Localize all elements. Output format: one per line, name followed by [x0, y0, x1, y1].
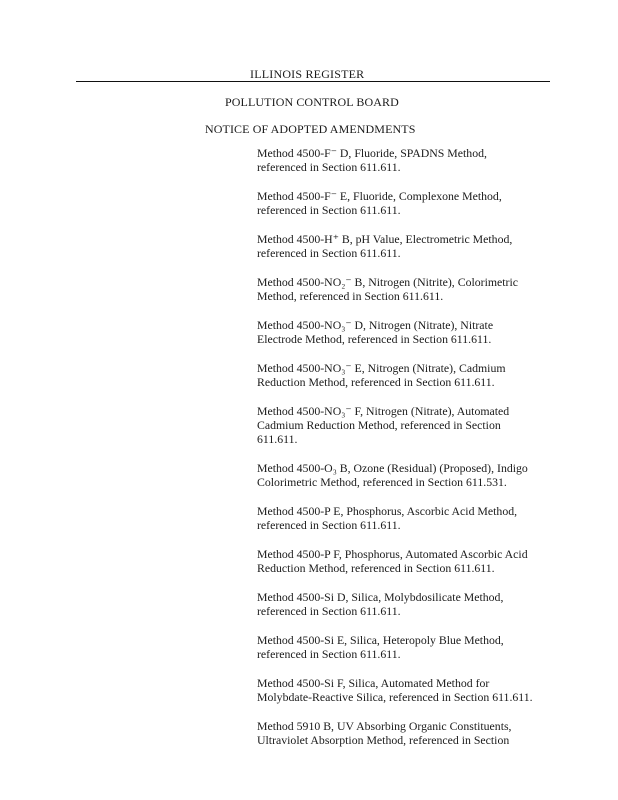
entry-line: Molybdate-Reactive Silica, referenced in Section 611.611.: [257, 690, 533, 704]
entry-line: Method 4500-O₃ B, Ozone (Residual) (Proposed), Indigo: [257, 461, 528, 475]
entry-line: Reduction Method, referenced in Section 611.611.: [257, 375, 495, 389]
list-item: [257, 504, 557, 532]
entry-line: Method 4500-NO₃⁻ D, Nitrogen (Nitrate), Nitrate: [257, 318, 494, 332]
list-item: [257, 461, 557, 489]
list-item: [257, 232, 557, 260]
entry-line: Ultraviolet Absorption Method, referenced in Section: [257, 733, 510, 747]
list-item: [257, 590, 557, 618]
notice-title: NOTICE OF ADOPTED AMENDMENTS: [205, 122, 416, 136]
entry-line: Method 4500-P F, Phosphorus, Automated Ascorbic Acid: [257, 547, 528, 561]
page-title: ILLINOIS REGISTER: [250, 67, 365, 81]
list-item: [257, 318, 557, 346]
entry-line: Method 4500-Si D, Silica, Molybdosilicate Method,: [257, 590, 504, 604]
entry-line: Method 4500-NO₂⁻ B, Nitrogen (Nitrite), Colorimetric: [257, 275, 518, 289]
entry-line: referenced in Section 611.611.: [257, 518, 401, 532]
entry-line: 611.611.: [257, 432, 298, 446]
list-item: [257, 361, 557, 389]
list-item: [257, 676, 557, 704]
entry-line: Method 4500-P E, Phosphorus, Ascorbic Acid Method,: [257, 504, 518, 518]
entry-line: Electrode Method, referenced in Section 611.611.: [257, 332, 492, 346]
entry-line: Method 4500-NO₃⁻ F, Nitrogen (Nitrate), Automated: [257, 404, 510, 418]
list-item: [257, 189, 557, 217]
entry-line: Method 4500-H⁺ B, pH Value, Electrometric Method,: [257, 232, 513, 246]
entry-line: referenced in Section 611.611.: [257, 647, 401, 661]
list-item: [257, 547, 557, 575]
entry-line: Method 4500-NO₃⁻ E, Nitrogen (Nitrate), Cadmium: [257, 361, 506, 375]
entry-line: Method, referenced in Section 611.611.: [257, 289, 444, 303]
entry-line: referenced in Section 611.611.: [257, 604, 401, 618]
entry-line: Method 4500-F⁻ E, Fluoride, Complexone Method,: [257, 189, 502, 203]
method-list: [257, 146, 557, 762]
list-item: [257, 633, 557, 661]
entry-line: referenced in Section 611.611.: [257, 160, 401, 174]
list-item: [257, 275, 557, 303]
entry-line: Method 4500-F⁻ D, Fluoride, SPADNS Method,: [257, 146, 487, 160]
entry-line: referenced in Section 611.611.: [257, 203, 401, 217]
list-item: [257, 719, 557, 747]
entry-line: Cadmium Reduction Method, referenced in Section: [257, 418, 501, 432]
list-item: [257, 404, 557, 446]
list-item: [257, 146, 557, 174]
entry-line: Reduction Method, referenced in Section 611.611.: [257, 561, 495, 575]
entry-line: referenced in Section 611.611.: [257, 246, 401, 260]
board-name: POLLUTION CONTROL BOARD: [225, 95, 399, 109]
entry-line: Method 4500-Si E, Silica, Heteropoly Blue Method,: [257, 633, 504, 647]
entry-line: Colorimetric Method, referenced in Section 611.531.: [257, 475, 507, 489]
entry-line: Method 5910 B, UV Absorbing Organic Constituents,: [257, 719, 512, 733]
entry-line: Method 4500-Si F, Silica, Automated Method for: [257, 676, 490, 690]
